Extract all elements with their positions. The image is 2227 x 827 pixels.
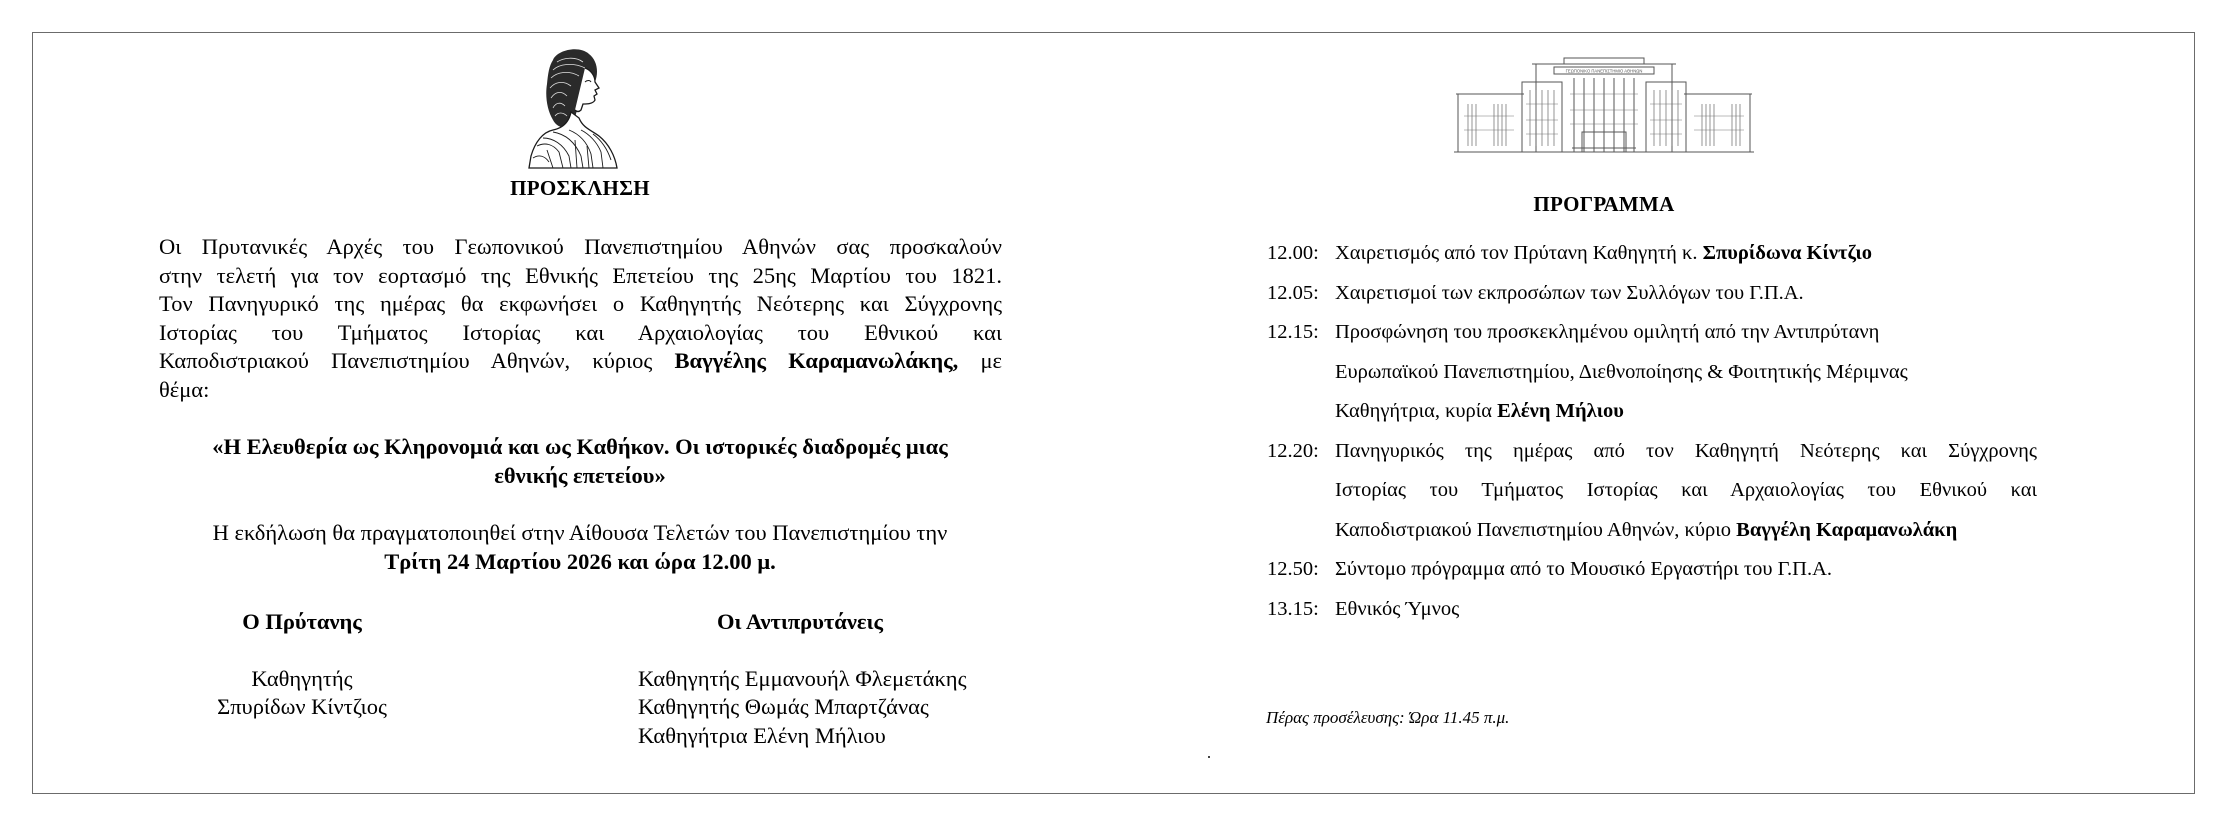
lecture-topic (160, 433, 1000, 490)
event-date: Τρίτη 24 Μαρτίου 2026 και ώρα 12.00 μ. (384, 548, 776, 574)
building-sign-text: ΓΕΩΠΟΝΙΚΟ ΠΑΝΕΠΙΣΤΗΜΙΟ ΑΘΗΝΩΝ (1565, 68, 1643, 74)
event-venue (140, 519, 1020, 576)
vice-rector-name: Καθηγήτρια Ελένη Μήλιου (638, 722, 886, 748)
speaker-name: Βαγγέλης Καραμανωλάκης, (674, 348, 959, 373)
program-person: Βαγγέλη Καραμανωλάκη (1736, 518, 1958, 541)
program-line: Ευρωπαϊκού Πανεπιστημίου, Διεθνοποίησης & Φοιτητικής Μέριμνας (1335, 360, 1908, 383)
arrival-deadline-note: Πέρας προσέλευσης: Ώρα 11.45 π.μ. (1266, 708, 1510, 727)
program-line (1335, 517, 2037, 544)
program-time: 12.20: (1267, 439, 1319, 462)
program-item (1267, 319, 2037, 425)
intro-line: στην τελετή για τον εορτασμό της Εθνικής Επετείου της 25ης Μαρτίου του 1821. (159, 262, 1002, 288)
program-line: Πανηγυρικός της ημέρας από τον Καθηγητή Νεότερης και Σύγχρονης (1335, 439, 2037, 462)
program-line: Ιστορίας του Τμήματος Ιστορίας και Αρχαιολογίας του Εθνικού και (1335, 479, 2037, 501)
vice-rectors-heading: Οι Αντιπρυτάνεις (717, 609, 883, 634)
rector-title: Καθηγητής (251, 665, 353, 691)
program-time: 12.05: (1267, 281, 1319, 304)
intro-line-text: Καποδιστριακού Πανεπιστημίου Αθηνών, κύριος (159, 348, 653, 373)
program-text: Χαιρετισμός από τον Πρύτανη Καθηγητή κ. (1335, 242, 1698, 264)
intro-line (159, 347, 1002, 376)
program-line: Προσφώνηση του προσκεκλημένου ομιλητή από την Αντιπρύτανη (1335, 321, 1880, 343)
intro-line: Οι Πρυτανικές Αρχές του Γεωπονικού Πανεπιστημίου Αθηνών σας προσκαλούν (159, 234, 1002, 259)
program-item (1267, 596, 2037, 623)
rector-name: Σπυρίδων Κίντζιος (217, 694, 387, 719)
fold-mark (1208, 756, 1210, 758)
vice-rectors-signature (600, 608, 1000, 750)
program-time: 12.15: (1267, 321, 1319, 343)
program-title: ΠΡΟΓΡΑΜΜΑ (1533, 192, 1675, 216)
program-description (1335, 319, 2037, 425)
program-item (1267, 280, 2037, 307)
intro-line: Ιστορίας του Τμήματος Ιστορίας και Αρχαιολογίας του Εθνικού και (159, 319, 1002, 345)
program-text: Καθηγήτρια, κυρία (1335, 400, 1493, 422)
program-text: Καποδιστριακού Πανεπιστημίου Αθηνών, κύριο (1335, 518, 1732, 541)
program-time: 13.15: (1267, 597, 1319, 620)
program-description: Σύντομο πρόγραμμα από το Μουσικό Εργαστήρι του Γ.Π.Α. (1335, 558, 1833, 580)
program-item (1267, 240, 2037, 267)
invitation-title: ΠΡΟΣΚΛΗΣΗ (510, 176, 650, 200)
topic-line: «Η Ελευθερία ως Κληρονομιά και ως Καθήκον. Οι ιστορικές διαδρομές μιας (212, 434, 948, 459)
program-time: 12.00: (1267, 242, 1319, 264)
university-building-logo (1454, 54, 1754, 156)
venue-text: Η εκδήλωση θα πραγματοποιηθεί στην Αίθουσα Τελετών του Πανεπιστημίου την (212, 520, 948, 545)
intro-line: θέμα: (159, 376, 210, 402)
program-line (1335, 398, 2037, 425)
rector-heading: Ο Πρύτανης (242, 609, 362, 634)
program-description (1335, 240, 2037, 267)
portrait-engraving-logo (523, 46, 623, 170)
intro-line-text: με (980, 348, 1002, 373)
invitation-intro-paragraph (159, 233, 1002, 404)
program-description: Εθνικός Ύμνος (1335, 597, 1460, 620)
topic-line: εθνικής επετείου» (494, 462, 666, 488)
program-description (1335, 438, 2037, 544)
program-person: Σπυρίδωνα Κίντζιο (1702, 242, 1873, 264)
vice-rector-name: Καθηγητής Θωμάς Μπαρτζάνας (638, 694, 929, 719)
program-person: Ελένη Μήλιου (1497, 400, 1624, 422)
program-list (1267, 240, 2037, 635)
program-item (1267, 556, 2037, 583)
rector-signature (170, 608, 434, 722)
vice-rector-name: Καθηγητής Εμμανουήλ Φλεμετάκης (638, 665, 967, 691)
intro-line: Τον Πανηγυρικό της ημέρας θα εκφωνήσει ο Καθηγητής Νεότερης και Σύγχρονης (159, 291, 1002, 316)
program-time: 12.50: (1267, 558, 1319, 580)
program-item (1267, 438, 2037, 544)
program-description: Χαιρετισμοί των εκπροσώπων των Συλλόγων του Γ.Π.Α. (1335, 281, 1804, 304)
